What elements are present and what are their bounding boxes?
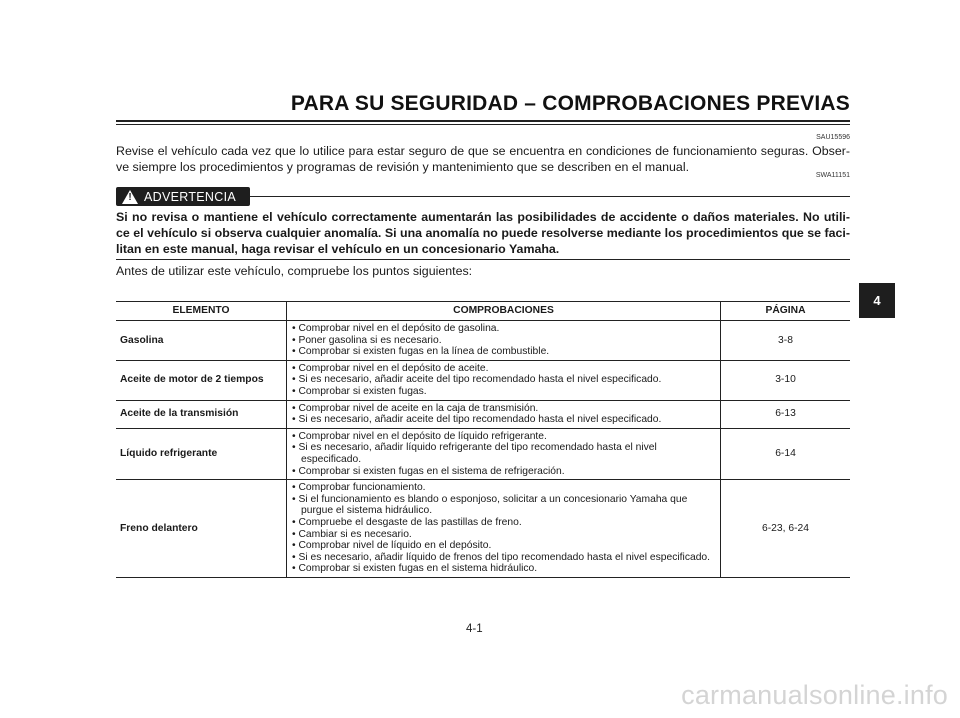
warning-triangle-icon: !: [122, 190, 138, 204]
check-item: • Compruebe el desgaste de las pastillas de freno.: [292, 516, 522, 528]
title-rule-thin: [116, 124, 850, 125]
row-page: 3-10: [721, 360, 851, 400]
check-item: • Si es necesario, añadir líquido de frenos del tipo recomendado hasta el nivel especificado.: [292, 551, 711, 563]
check-item: • Comprobar si existen fugas en el sistema de refrigeración.: [292, 465, 565, 477]
row-element: Líquido refrigerante: [116, 428, 287, 479]
warning-text: Si no revisa o mantiene el vehículo correctamente aumentarán las posibilidades de accidente o daños materiales. No utili- ce el vehículo si observa cualquier anomalía. Si una anomalía no puede resolverse mediante los procedimientos que se faci- litan en este manual, haga revisar el vehículo en un concesionario Yamaha.: [116, 210, 850, 256]
intro-code: SAU15596: [816, 134, 850, 141]
check-item: • Comprobar nivel en el depósito de gasolina.: [292, 323, 500, 334]
page-title: PARA SU SEGURIDAD – COMPROBACIONES PREVIAS: [290, 92, 850, 115]
check-item: • Comprobar nivel en el depósito de líquido refrigerante.: [292, 430, 547, 442]
warning-rule: [250, 196, 850, 197]
table-header-row: [116, 302, 850, 321]
header-element: ELEMENTO: [116, 302, 287, 321]
row-page: 6-14: [721, 428, 851, 479]
row-checks: [287, 321, 721, 361]
row-element: Aceite de motor de 2 tiempos: [116, 360, 287, 400]
chapter-tab[interactable]: 4: [859, 283, 895, 318]
table-row: [116, 400, 850, 428]
table-row: [116, 428, 850, 479]
row-checks: [287, 400, 721, 428]
check-item: • Comprobar funcionamiento.: [292, 482, 426, 494]
header-checks: COMPROBACIONES: [287, 302, 721, 321]
warning-badge: [116, 187, 250, 206]
row-page: 3-8: [721, 321, 851, 361]
header-page: PÁGINA: [721, 302, 851, 321]
row-page: 6-13: [721, 400, 851, 428]
check-item: • Si es necesario, añadir aceite del tipo recomendado hasta el nivel especificado.: [292, 414, 662, 426]
pre-operation-checklist-table: [116, 301, 850, 578]
warning-code: SWA11151: [815, 172, 850, 179]
table-row: [116, 321, 850, 361]
warning-label: ADVERTENCIA: [144, 189, 236, 204]
check-item: • Comprobar si existen fugas en el sistema hidráulico.: [292, 563, 538, 575]
intro-paragraph: Revise el vehículo cada vez que lo utilice para estar seguro de que se encuentra en condiciones de funcionamiento seguras. Obser- ve siempre los procedimientos y programas de revisión y mantenimiento que se describen en el manual.: [116, 144, 850, 174]
row-page: 6-23, 6-24: [721, 480, 851, 578]
check-item: • Comprobar nivel de líquido en el depósito.: [292, 540, 492, 552]
row-checks: [287, 480, 721, 578]
check-item: • Comprobar si existen fugas.: [292, 385, 427, 397]
row-element: Aceite de la transmisión: [116, 400, 287, 428]
row-element: Freno delantero: [116, 480, 287, 578]
check-item: • Si es necesario, añadir aceite del tipo recomendado hasta el nivel especificado.: [292, 374, 662, 386]
check-item: • Comprobar si existen fugas en la línea de combustible.: [292, 346, 550, 358]
row-element: Gasolina: [116, 321, 287, 361]
check-item: • Si el funcionamiento es blando o esponjoso, solicitar a un concesionario Yamaha que purgue el sistema hidráulico.: [292, 493, 688, 517]
title-rule: [116, 120, 850, 122]
warning-end-rule: [116, 259, 850, 260]
check-item: • Cambiar si es necesario.: [292, 528, 412, 540]
check-item: • Comprobar nivel de aceite en la caja de transmisión.: [292, 402, 539, 414]
check-item: • Comprobar nivel en el depósito de aceite.: [292, 362, 489, 374]
page-number: 4-1: [466, 623, 483, 635]
row-checks: [287, 360, 721, 400]
row-checks: [287, 428, 721, 479]
check-item: • Poner gasolina si es necesario.: [292, 334, 442, 346]
table-row: [116, 360, 850, 400]
watermark: carmanualsonline.info: [681, 680, 948, 710]
checklist-lead: Antes de utilizar este vehículo, compruebe los puntos siguientes:: [116, 264, 473, 278]
table-row: [116, 480, 850, 578]
check-item: • Si es necesario, añadir líquido refrigerante del tipo recomendado hasta el nivel especificado.: [292, 442, 657, 465]
